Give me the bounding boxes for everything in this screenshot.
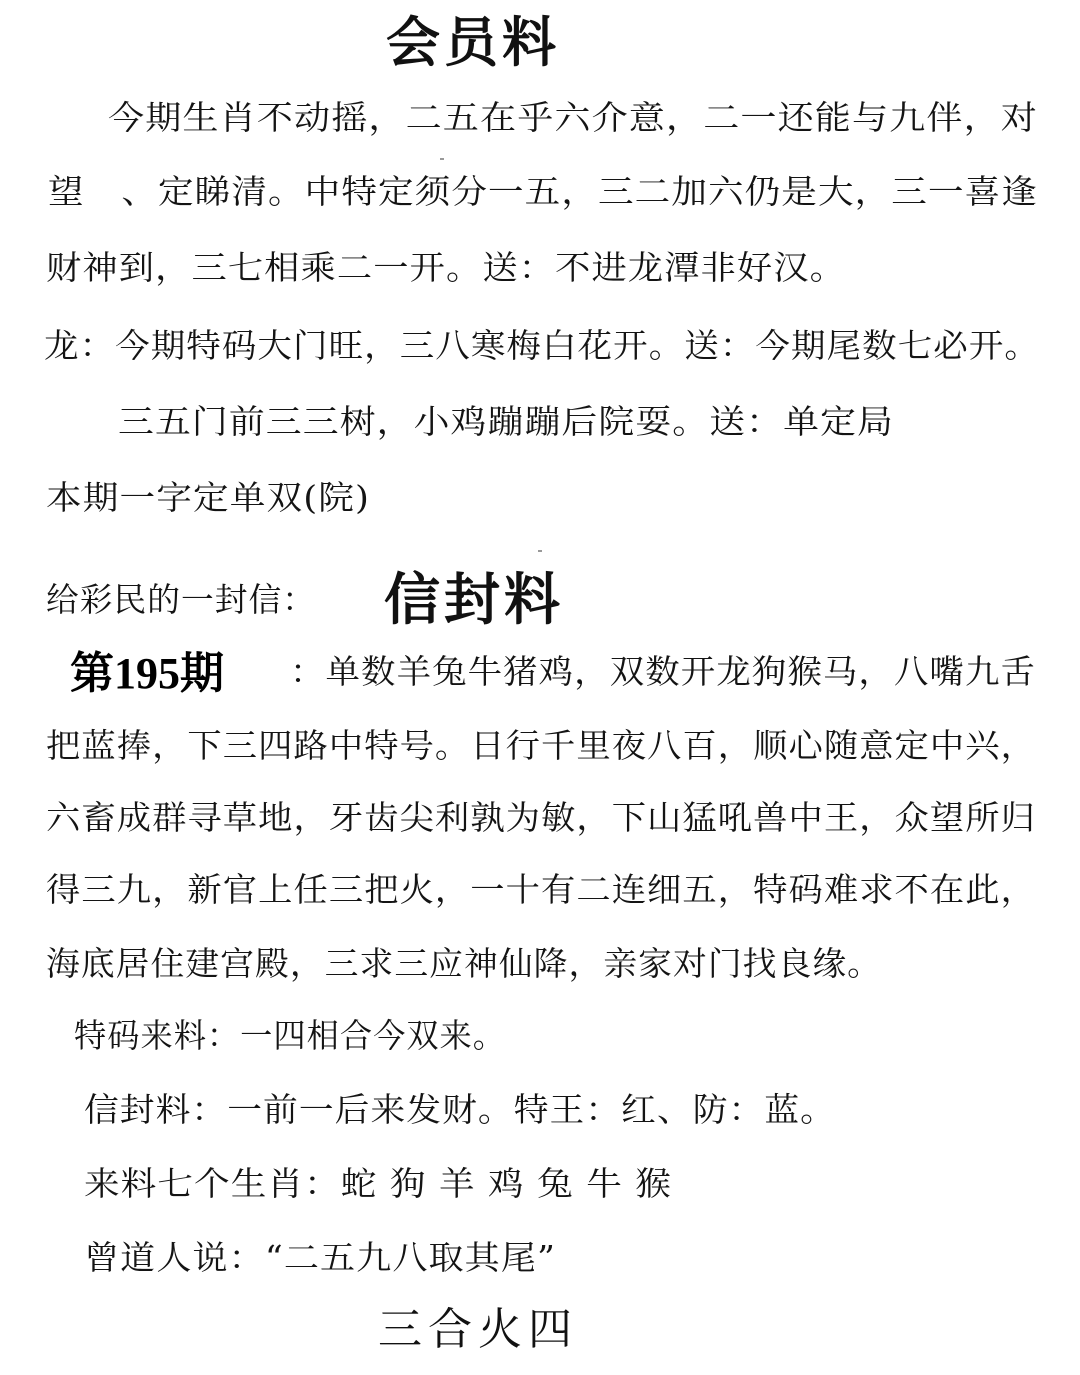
member-text-line-1: 今期生肖不动摇，二五在乎六介意，二一还能与九伴，对: [108, 98, 1038, 137]
zodiac-note: 来料七个生肖：蛇 狗 羊 鸡 兔 牛 猴: [84, 1164, 673, 1203]
taoist-quote: 曾道人说：“二五九八取其尾”: [84, 1238, 557, 1277]
envelope-text-line-2: 把蓝捧，下三四路中特号。日行千里夜八百，顺心随意定中兴，: [46, 726, 1036, 765]
envelope-text-line-3: 六畜成群寻草地，牙齿尖利孰为敏，下山猛吼兽中王，众望所归: [46, 798, 1036, 837]
special-code-note: 特码来料：一四相合今双来。: [74, 1016, 507, 1055]
scan-speck: [440, 158, 444, 160]
envelope-text-line-1: ：单数羊兔牛猪鸡，双数开龙狗猴马，八嘴九舌: [290, 652, 1036, 691]
member-text-line-6: 本期一字定单双(院): [46, 478, 370, 517]
member-text-line-3: 财神到，三七相乘二一开。送：不进龙潭非好汉。: [46, 248, 846, 287]
envelope-text-line-4: 得三九，新官上任三把火，一十有二连细五，特码难求不在此，: [46, 870, 1036, 909]
envelope-text-line-5: 海底居住建宫殿，三求三应神仙降，亲家对门找良缘。: [46, 944, 882, 983]
issue-number: 第195期: [70, 649, 224, 698]
final-section-title: 三合火四: [378, 1304, 578, 1355]
member-text-line-2: 望 、定睇清。中特定须分一五，三二加六仍是大，三一喜逢: [48, 172, 1038, 211]
envelope-note: 信封料：一前一后来发财。特王：红、防：蓝。: [84, 1090, 836, 1129]
member-section-title: 会员料: [386, 11, 560, 74]
member-text-line-5: 三五门前三三树，小鸡蹦蹦后院耍。送：单定局: [118, 402, 894, 441]
letter-intro: 给彩民的一封信：: [46, 580, 316, 619]
member-text-line-4: 龙：今期特码大门旺，三八寒梅白花开。送：今期尾数七必开。: [44, 326, 1040, 365]
scan-speck: [538, 550, 542, 552]
envelope-section-title: 信封料: [384, 568, 564, 633]
